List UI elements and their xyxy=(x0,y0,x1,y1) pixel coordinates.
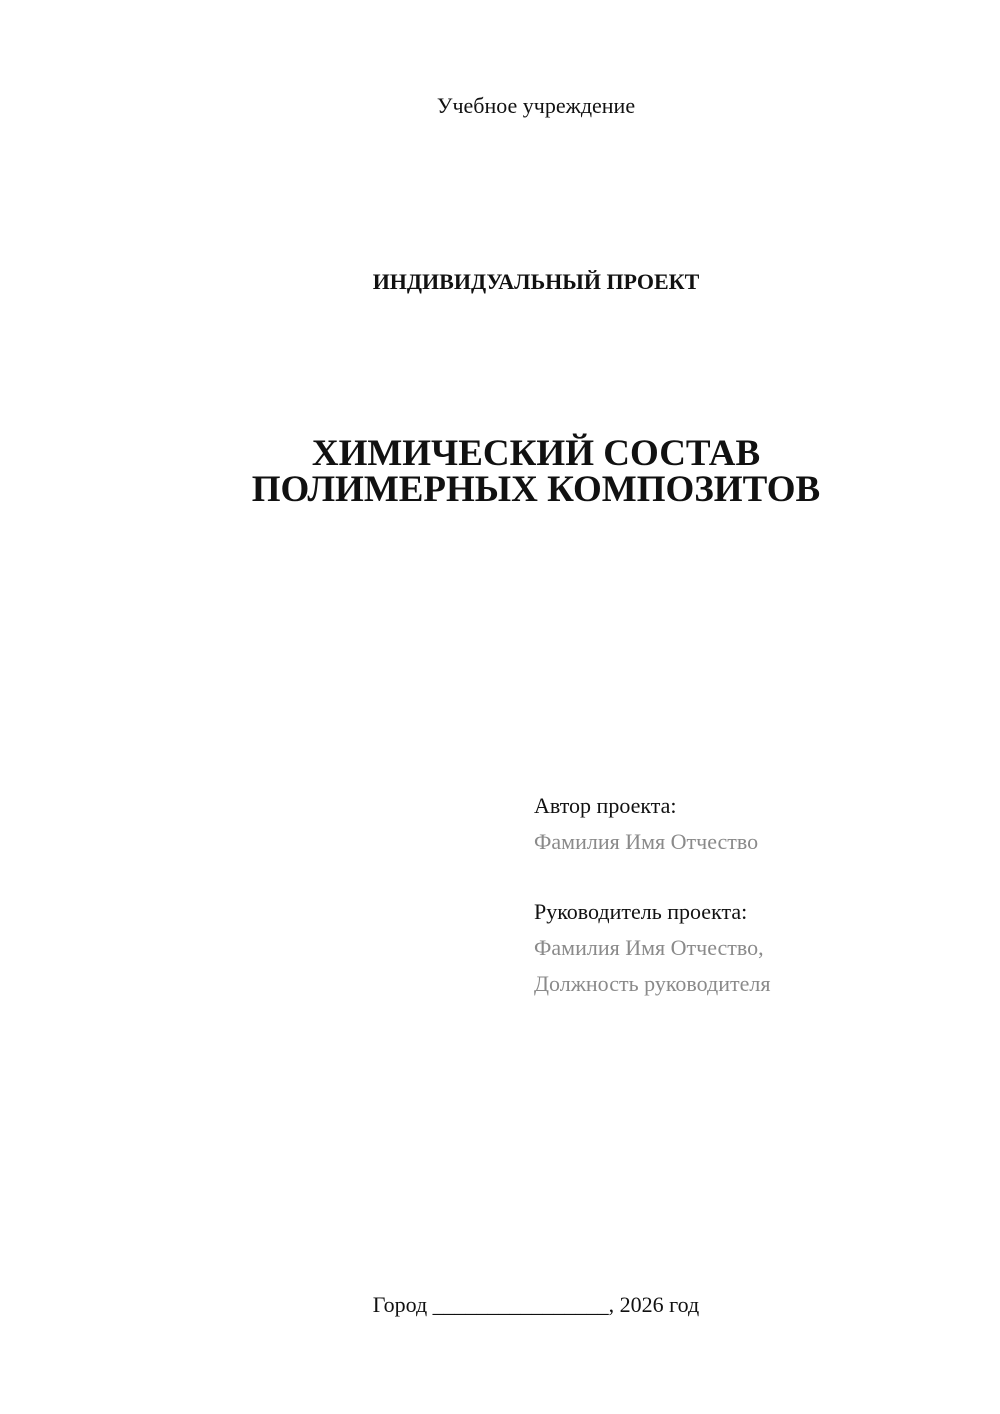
project-title xyxy=(0,433,1000,510)
project-meta xyxy=(534,788,974,1002)
supervisor-name: Фамилия Имя Отчество, xyxy=(534,935,764,960)
meta-spacer xyxy=(534,860,974,894)
project-title-line-1: ХИМИЧЕСКИЙ СОСТАВ xyxy=(311,433,761,474)
author-name: Фамилия Имя Отчество xyxy=(534,829,759,854)
supervisor-label: Руководитель проекта: xyxy=(534,899,748,924)
supervisor-position: Должность руководителя xyxy=(534,971,771,996)
city-year-line: Город ________________, 2026 год xyxy=(372,1292,700,1317)
project-title-line-2: ПОЛИМЕРНЫХ КОМПОЗИТОВ xyxy=(251,469,821,510)
project-type: ИНДИВИДУАЛЬНЫЙ ПРОЕКТ xyxy=(372,269,700,294)
institution-name: Учебное учреждение xyxy=(436,93,636,118)
author-label: Автор проекта: xyxy=(534,793,677,818)
